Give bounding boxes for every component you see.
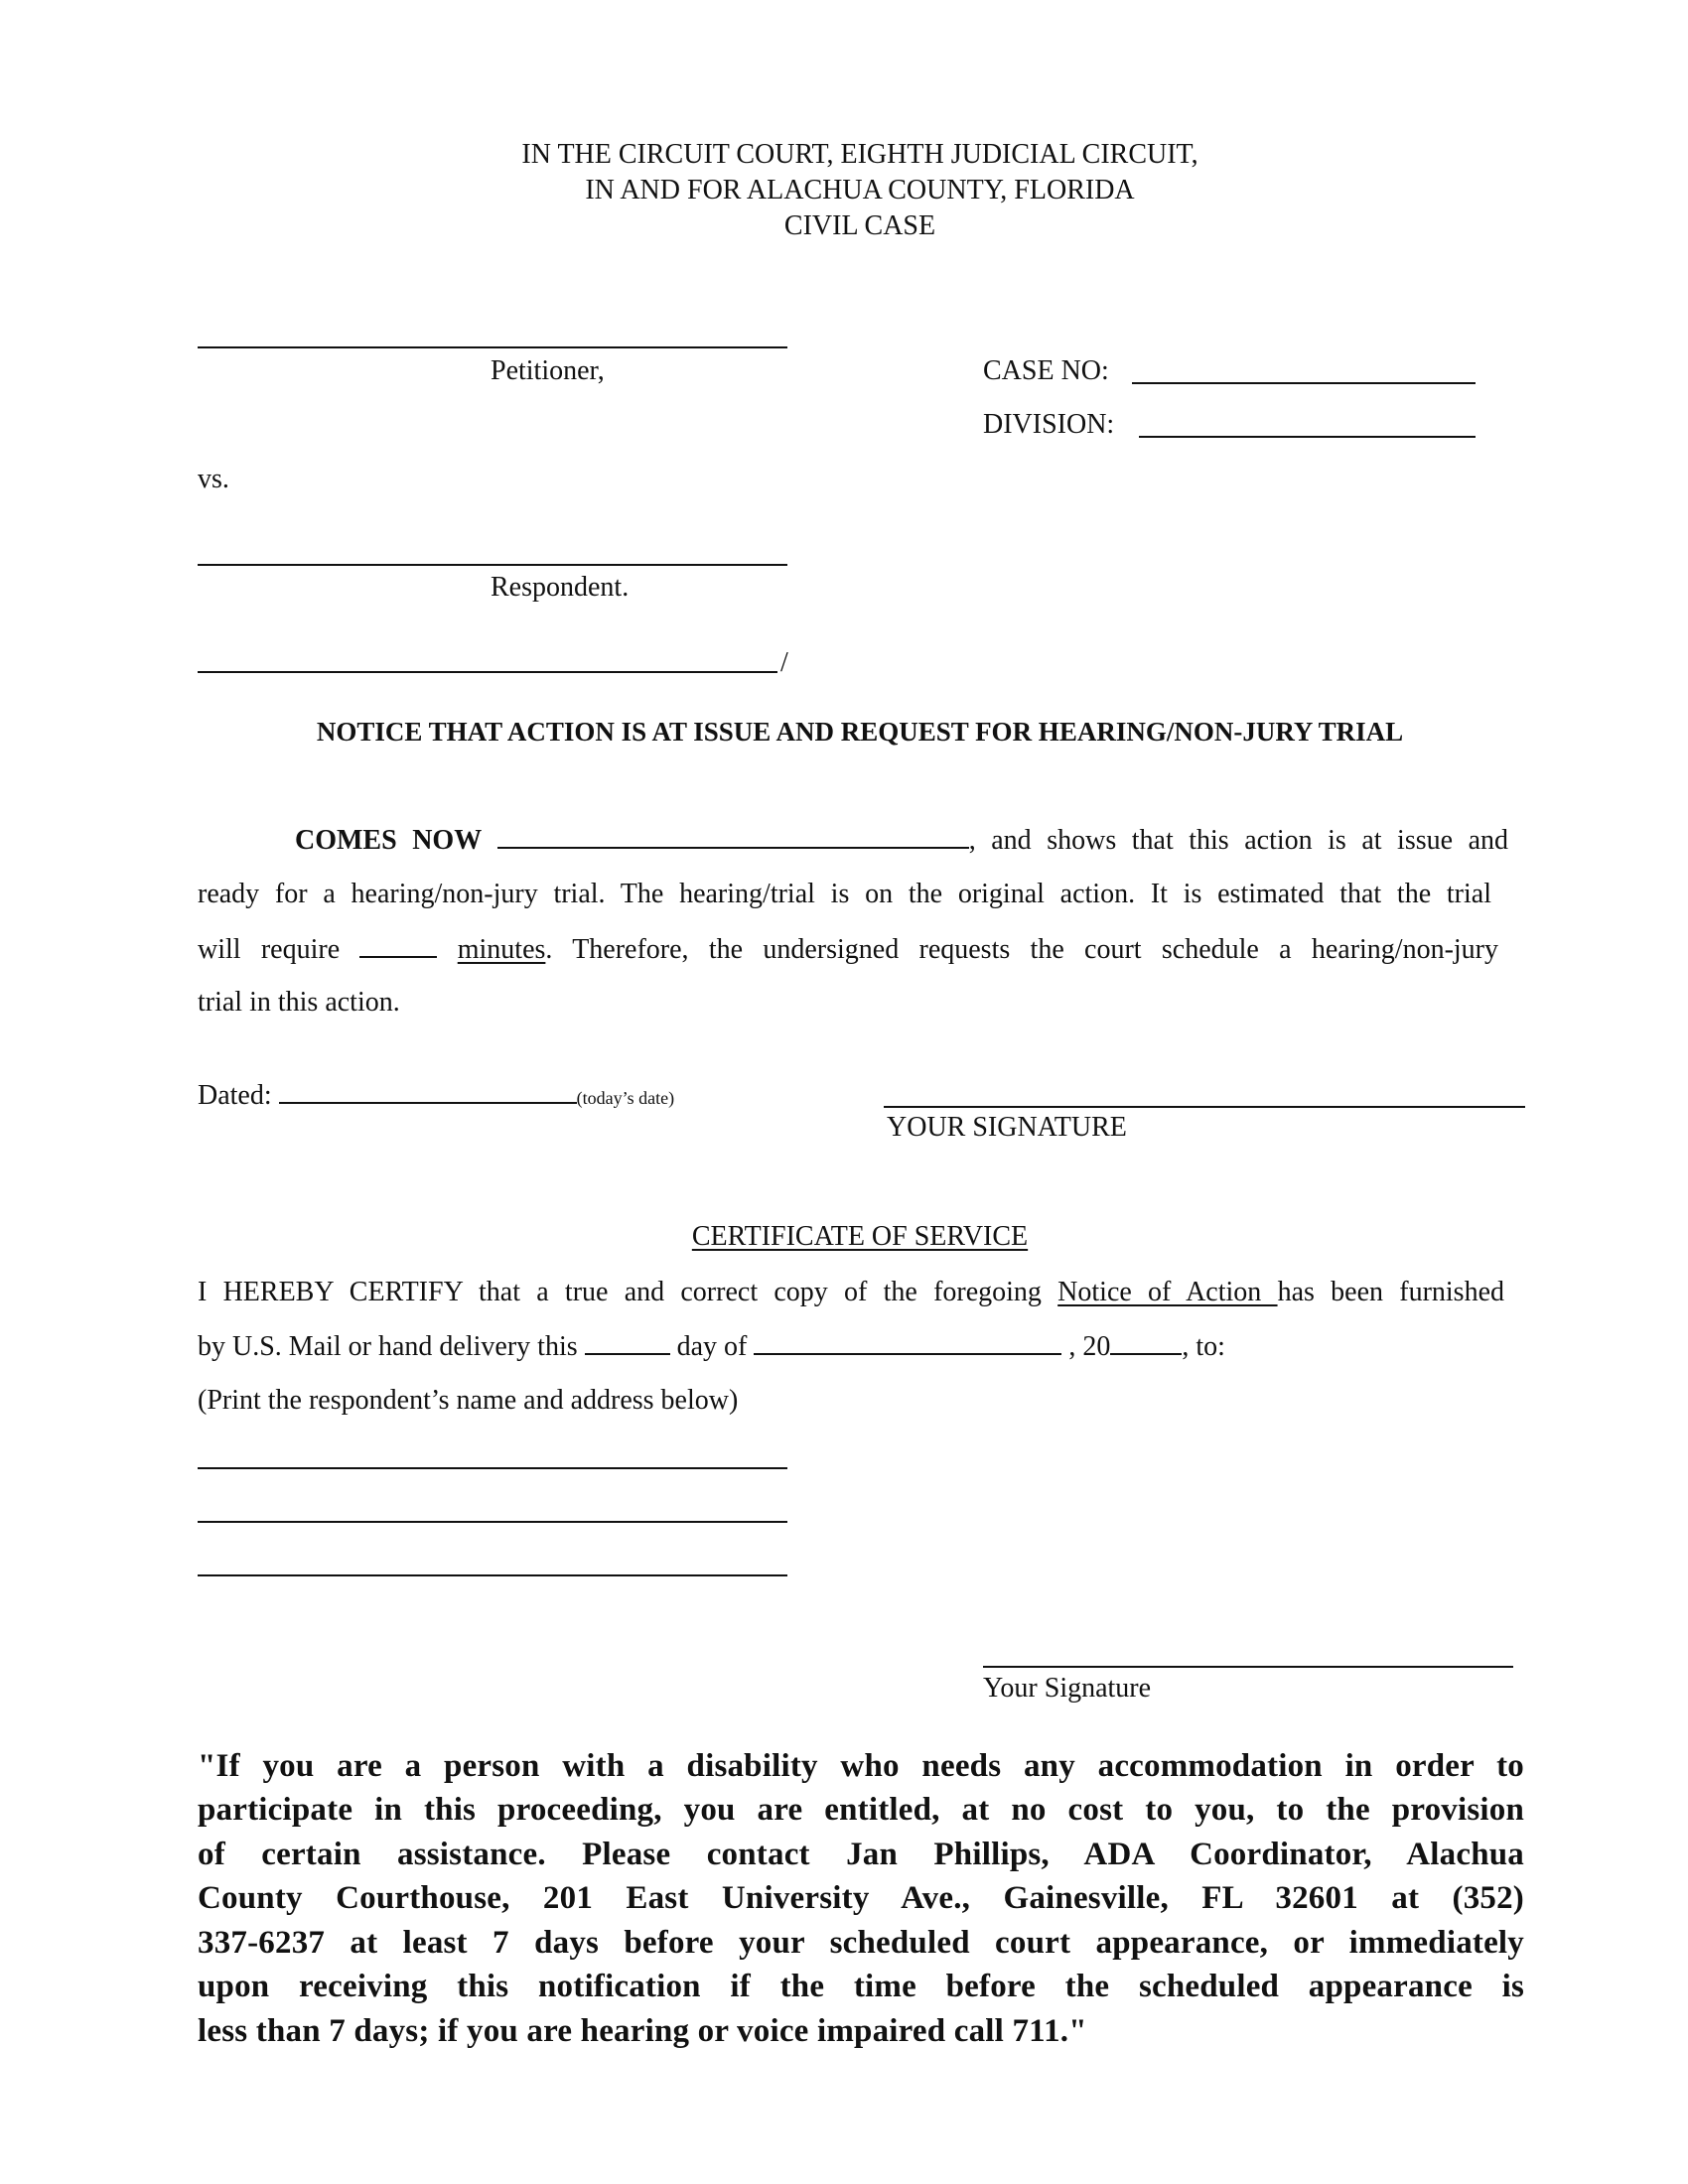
your-signature-label: YOUR SIGNATURE bbox=[887, 1112, 1127, 1143]
caption-closing-line bbox=[198, 671, 777, 673]
ada-notice-line: less than 7 days; if you are hearing or voice impaired call 711." bbox=[198, 2013, 1087, 2049]
service-day-field[interactable] bbox=[585, 1329, 670, 1355]
document-title: NOTICE THAT ACTION IS AT ISSUE AND REQUEST FOR HEARING/NON-JURY TRIAL bbox=[316, 717, 1404, 747]
date-hint: (today’s date) bbox=[576, 1088, 675, 1108]
court-header-line-3: CIVIL CASE bbox=[783, 210, 936, 241]
body-line-4: trial in this action. bbox=[198, 987, 400, 1018]
respondent-address-line-2[interactable] bbox=[198, 1521, 787, 1523]
case-no-field[interactable] bbox=[1132, 382, 1476, 384]
to-text: , to: bbox=[1182, 1331, 1225, 1362]
party-name-field[interactable] bbox=[497, 823, 969, 849]
date-field[interactable] bbox=[279, 1078, 577, 1104]
respondent-label: Respondent. bbox=[491, 572, 630, 603]
petitioner-label: Petitioner, bbox=[491, 355, 605, 386]
ada-notice-line: upon receiving this notification if the time before the scheduled appearance is bbox=[198, 1969, 1524, 2004]
certificate-line-1 bbox=[198, 1276, 1504, 1309]
respondent-name-field[interactable] bbox=[198, 564, 787, 566]
service-year-field[interactable] bbox=[1110, 1329, 1182, 1355]
body-line-2: ready for a hearing/non-jury trial. The hearing/trial is on the original action. It is estimated that the trial bbox=[198, 879, 1491, 909]
dated-label: Dated: bbox=[198, 1080, 272, 1111]
ada-notice-line: "If you are a person with a disability who needs any accommodation in order to bbox=[198, 1748, 1524, 1784]
ada-notice-line: of certain assistance. Please contact Jan Phillips, ADA Coordinator, Alachua bbox=[198, 1837, 1524, 1872]
certify-text: I HEREBY CERTIFY that a true and correct copy of the foregoing bbox=[198, 1277, 1058, 1307]
notice-of-action-text: Notice of Action bbox=[1057, 1277, 1278, 1307]
division-field[interactable] bbox=[1139, 436, 1476, 438]
division-label: DIVISION: bbox=[983, 409, 1115, 440]
body-line-3-text: . Therefore, the undersigned requests the court schedule a hearing/non-jury bbox=[545, 934, 1499, 965]
ada-notice-line: 337-6237 at least 7 days before your scheduled court appearance, or immediately bbox=[198, 1925, 1524, 1961]
minutes-label: minutes bbox=[457, 934, 546, 965]
body-line-3 bbox=[198, 932, 1498, 967]
ada-notice-line: County Courthouse, 201 East University Ave., Gainesville, FL 32601 at (352) bbox=[198, 1880, 1524, 1916]
respondent-address-line-1[interactable] bbox=[198, 1467, 787, 1469]
certificate-heading: CERTIFICATE OF SERVICE bbox=[691, 1221, 1029, 1252]
service-month-field[interactable] bbox=[754, 1329, 1061, 1355]
body-line-1-text: , and shows that this action is at issue and bbox=[968, 825, 1509, 856]
court-header-line-1: IN THE CIRCUIT COURT, EIGHTH JUDICIAL CIRCUIT, bbox=[521, 139, 1198, 170]
will-require-text: will require bbox=[198, 934, 341, 965]
certificate-signature-field[interactable] bbox=[983, 1666, 1513, 1668]
vs-label: vs. bbox=[198, 464, 229, 494]
caption-slash: / bbox=[780, 647, 788, 678]
year-prefix-text: , 20 bbox=[1068, 1331, 1111, 1362]
body-line-1 bbox=[295, 823, 1508, 858]
day-of-text: day of bbox=[676, 1331, 748, 1362]
furnished-text: has been furnished bbox=[1277, 1277, 1504, 1307]
certificate-line-2 bbox=[198, 1329, 1225, 1364]
court-header-line-2: IN AND FOR ALACHUA COUNTY, FLORIDA bbox=[585, 175, 1135, 205]
petitioner-name-field[interactable] bbox=[198, 346, 787, 348]
delivery-text: by U.S. Mail or hand delivery this bbox=[198, 1331, 578, 1362]
certificate-line-3: (Print the respondent’s name and address below) bbox=[198, 1385, 739, 1416]
certificate-signature-label: Your Signature bbox=[983, 1673, 1152, 1704]
minutes-field[interactable] bbox=[359, 932, 437, 958]
dated-row bbox=[198, 1078, 674, 1115]
ada-notice-line: participate in this proceeding, you are entitled, at no cost to you, to the provision bbox=[198, 1792, 1524, 1828]
respondent-address-line-3[interactable] bbox=[198, 1574, 787, 1576]
comes-now-label: COMES NOW bbox=[295, 825, 483, 856]
case-no-label: CASE NO: bbox=[983, 355, 1109, 386]
your-signature-field[interactable] bbox=[884, 1106, 1525, 1108]
